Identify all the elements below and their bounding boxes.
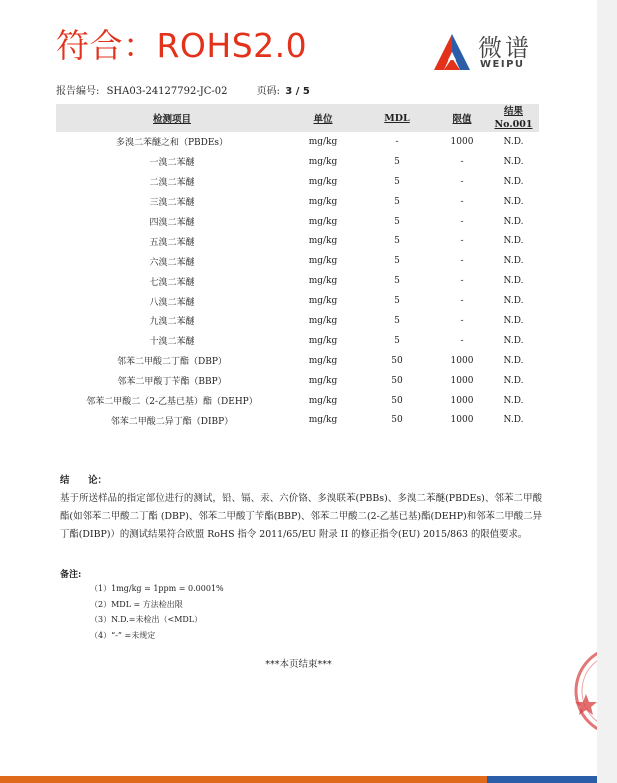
logo-text-cn: 微谱 xyxy=(478,34,532,62)
cell-unit: mg/kg xyxy=(308,156,338,167)
cell-mdl: 5 xyxy=(394,236,400,247)
table-row xyxy=(56,152,539,172)
table-row xyxy=(56,271,539,291)
cell-unit: mg/kg xyxy=(308,236,338,247)
table-row xyxy=(56,371,539,391)
header-unit: 单位 xyxy=(288,104,358,132)
conclusion-text: 基于所送样品的指定部位进行的测试，铅、镉、汞、六价铬、多溴联苯(PBBs)、多溴二苯醚(PBDEs)、邻苯二甲酸酯(如邻苯二甲酸二丁酯 (DBP)、邻苯二甲酸丁苄酯(BBP)、邻苯二甲酸二(2-乙基已基)酯(DEHP)和邻苯二甲酸二异丁酯(DIBP)）的测试结果符合欧盟 RoHS 指令 2011/65/EU 附录 II 的修正指令(EU) 2015/863 的限值要求。 xyxy=(60,493,542,540)
cell-mdl: 50 xyxy=(391,355,403,366)
note-item: （3）N.D.=未检出（<MDL） xyxy=(90,615,203,624)
table-row xyxy=(56,331,539,351)
cell-test-item: 十溴二苯醚 xyxy=(149,337,195,348)
cell-limit: 1000 xyxy=(450,395,474,406)
cell-unit: mg/kg xyxy=(308,415,338,426)
cell-limit: - xyxy=(460,216,464,227)
cell-result: N.D. xyxy=(503,296,524,307)
header-test-item: 检测项目 xyxy=(56,104,288,132)
cell-unit: mg/kg xyxy=(308,196,338,207)
cell-limit: - xyxy=(460,236,464,247)
cell-result: N.D. xyxy=(503,315,524,326)
header-result: 结果 No.001 xyxy=(488,104,539,132)
cell-test-item: 一溴二苯醚 xyxy=(149,158,195,169)
cell-limit: - xyxy=(460,335,464,346)
conclusion-section xyxy=(60,472,542,544)
cell-result: N.D. xyxy=(503,256,524,267)
cell-mdl: 5 xyxy=(394,276,400,287)
cell-unit: mg/kg xyxy=(308,176,338,187)
cell-mdl: - xyxy=(395,136,399,147)
cell-test-item: 八溴二苯醚 xyxy=(149,297,195,308)
cell-result: N.D. xyxy=(503,136,524,147)
cell-unit: mg/kg xyxy=(308,355,338,366)
table-row xyxy=(56,212,539,232)
cell-unit: mg/kg xyxy=(308,375,338,386)
header-limit: 限值 xyxy=(436,104,488,132)
notes-list xyxy=(90,581,224,643)
cell-result: N.D. xyxy=(503,375,524,386)
cell-unit: mg/kg xyxy=(308,315,338,326)
cell-unit: mg/kg xyxy=(308,395,338,406)
cell-test-item: 二溴二苯醚 xyxy=(149,178,195,189)
cell-test-item: 多溴二苯醚之和（PBDEs） xyxy=(115,138,229,149)
table-header-row xyxy=(56,104,539,132)
cell-result: N.D. xyxy=(503,335,524,346)
cell-test-item: 九溴二苯醚 xyxy=(149,317,195,328)
scrollbar[interactable] xyxy=(597,0,617,783)
table-row xyxy=(56,172,539,192)
table-row xyxy=(56,192,539,212)
table-row xyxy=(56,311,539,331)
weipu-logo xyxy=(430,32,540,74)
table-row xyxy=(56,410,539,430)
page-label: 页码: xyxy=(256,86,281,97)
cell-unit: mg/kg xyxy=(308,335,338,346)
cell-result: N.D. xyxy=(503,196,524,207)
cell-limit: 1000 xyxy=(450,375,474,386)
cell-mdl: 5 xyxy=(394,315,400,326)
cell-limit: 1000 xyxy=(450,415,474,426)
cell-result: N.D. xyxy=(503,216,524,227)
cell-test-item: 邻苯二甲酸二（2-乙基已基）酯（DEHP） xyxy=(86,397,258,408)
results-table xyxy=(56,104,539,430)
cell-test-item: 四溴二苯醚 xyxy=(149,218,195,228)
notes-heading: 备注: xyxy=(60,570,82,580)
table-row xyxy=(56,231,539,251)
cell-test-item: 邻苯二甲酸二异丁酯（DIBP） xyxy=(110,416,234,427)
cell-mdl: 5 xyxy=(394,216,400,227)
cell-result: N.D. xyxy=(503,355,524,366)
conclusion-heading: 结 论： xyxy=(60,475,107,486)
table-row xyxy=(56,291,539,311)
cell-test-item: 邻苯二甲酸丁苄酯（BBP） xyxy=(117,377,227,388)
cell-mdl: 5 xyxy=(394,256,400,267)
cell-limit: - xyxy=(460,196,464,207)
cell-unit: mg/kg xyxy=(308,136,338,147)
cell-test-item: 七溴二苯醚 xyxy=(149,277,195,288)
page-title: 符合：ROHS2.0 xyxy=(56,26,308,65)
table-row xyxy=(56,391,539,411)
cell-unit: mg/kg xyxy=(308,276,338,287)
table-row xyxy=(56,132,539,152)
header-mdl: MDL xyxy=(358,104,436,132)
page-number: 3 / 5 xyxy=(285,86,310,97)
table-body xyxy=(56,132,539,430)
cell-result: N.D. xyxy=(503,395,524,406)
note-item: （2）MDL = 方法检出限 xyxy=(90,599,183,609)
cell-test-item: 邻苯二甲酸二丁酯（DBP） xyxy=(117,357,227,368)
cell-test-item: 五溴二苯醚 xyxy=(149,237,195,248)
cell-mdl: 50 xyxy=(391,375,403,386)
cell-limit: 1000 xyxy=(450,136,474,147)
report-info xyxy=(56,82,310,97)
cell-test-item: 六溴二苯醚 xyxy=(149,257,195,268)
cell-result: N.D. xyxy=(503,176,524,187)
cell-result: N.D. xyxy=(503,276,524,287)
footer-bar xyxy=(0,776,597,783)
cell-limit: - xyxy=(460,256,464,267)
cell-unit: mg/kg xyxy=(308,256,338,267)
cell-result: N.D. xyxy=(503,415,524,426)
cell-limit: 1000 xyxy=(450,355,474,366)
cell-mdl: 5 xyxy=(394,156,400,167)
cell-unit: mg/kg xyxy=(308,216,338,227)
cell-result: N.D. xyxy=(503,156,524,167)
cell-mdl: 5 xyxy=(394,296,400,307)
cell-unit: mg/kg xyxy=(308,296,338,307)
cell-mdl: 5 xyxy=(394,176,400,187)
cell-limit: - xyxy=(460,176,464,187)
cell-limit: - xyxy=(460,156,464,167)
cell-limit: - xyxy=(460,296,464,307)
report-number-label: 报告编号: xyxy=(56,86,100,97)
cell-mdl: 50 xyxy=(391,415,403,426)
cell-mdl: 5 xyxy=(394,196,400,207)
cell-limit: - xyxy=(460,276,464,287)
logo-mark-icon xyxy=(430,32,474,74)
table-row xyxy=(56,351,539,371)
note-item: （4）“-” =未规定 xyxy=(90,630,156,640)
table-row xyxy=(56,251,539,271)
logo-text-en: WEIPU xyxy=(480,59,525,70)
cell-mdl: 50 xyxy=(391,395,403,406)
cell-test-item: 三溴二苯醚 xyxy=(149,198,195,209)
report-number: SHA03-24127792-JC-02 xyxy=(106,86,228,97)
cell-limit: - xyxy=(460,315,464,326)
note-item: （1）1mg/kg = 1ppm = 0.0001% xyxy=(90,584,224,593)
cell-mdl: 5 xyxy=(394,335,400,346)
page-end-text: ***本页结束*** xyxy=(265,659,332,670)
cell-result: N.D. xyxy=(503,236,524,247)
